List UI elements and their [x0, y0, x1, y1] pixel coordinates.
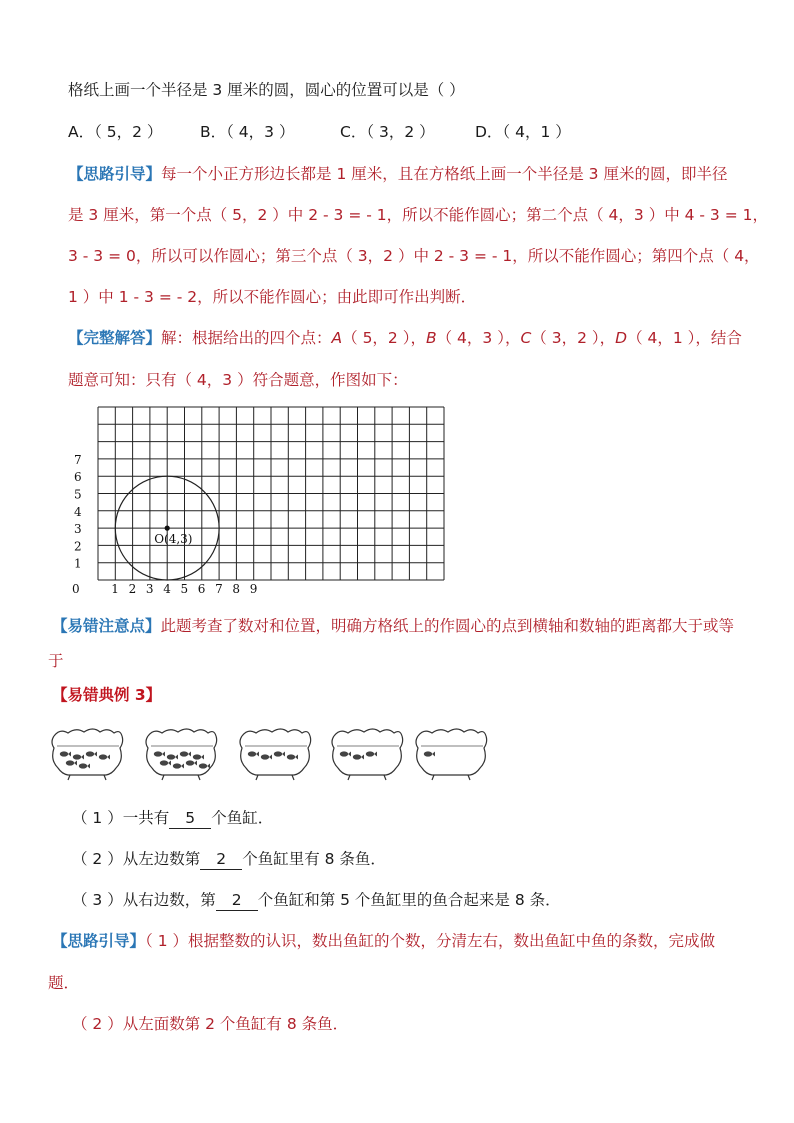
- fish-icon: [287, 754, 298, 759]
- fish-icon: [193, 754, 204, 759]
- note-line-1: 【易错注意点】此题考查了数对和位置，明确方格纸上的作圆心的点到横轴和数轴的距离都大于或等: [52, 617, 735, 635]
- fish-icon: [261, 754, 272, 759]
- fish-icon: [274, 751, 285, 756]
- y-tick-label: 5: [74, 487, 82, 502]
- note-line-2: 于: [48, 652, 64, 670]
- fish-icon: [199, 763, 210, 768]
- fish-tank: [236, 722, 314, 784]
- question-stem: 格纸上画一个半径是 3 厘米的圆，圆心的位置可以是（ ）: [68, 81, 465, 99]
- option-b: B．（ 4，3 ）: [200, 123, 295, 141]
- fish-icon: [248, 751, 259, 756]
- option-c: C．（ 3，2 ）: [340, 123, 435, 141]
- y-tick-label: 2: [74, 539, 82, 554]
- fish-icon: [160, 760, 171, 765]
- fish-icon: [79, 763, 90, 768]
- example-q2: （ 2 ）从左边数第 2 个鱼缸里有 8 条鱼．: [72, 850, 386, 868]
- x-tick-label: 5: [180, 582, 189, 596]
- y-tick-label: 6: [74, 470, 82, 485]
- y-tick-label: 3: [74, 522, 82, 537]
- hint2-line-3: （ 2 ）从左面数第 2 个鱼缸有 8 条鱼．: [72, 1015, 349, 1033]
- x-tick-label: 1: [111, 582, 119, 596]
- fish-icon: [66, 760, 77, 765]
- hint2-tag: 【思路引导】: [52, 932, 146, 950]
- fish-icon: [180, 751, 191, 756]
- hint2-line-2: 题．: [48, 974, 80, 992]
- hint-line-2: 是 3 厘米，第一个点（ 5，2 ）中 2 - 3 = - 1，所以不能作圆心；第二个点（ 4，3 ）中 4 - 3 = 1，: [68, 206, 768, 224]
- y-tick-label: 4: [74, 504, 82, 519]
- center-point: [165, 526, 170, 531]
- fish-tank: [48, 722, 126, 784]
- hint-line-3: 3 - 3 = 0，所以可以作圆心；第三个点（ 3，2 ）中 2 - 3 = - 1，所以不能作圆心；第四个点（ 4，: [68, 247, 760, 265]
- fish-icon: [60, 751, 71, 756]
- y-tick-label: 7: [74, 452, 82, 467]
- fish-icon: [424, 751, 435, 756]
- fish-icon: [99, 754, 110, 759]
- fish-icon: [186, 760, 197, 765]
- option-d: D．（ 4，1 ）: [475, 123, 571, 141]
- coordinate-grid-figure: [56, 398, 446, 603]
- example-q1: （ 1 ）一共有 5 个鱼缸．: [72, 809, 274, 827]
- hint-tag: 【思路引导】: [68, 165, 162, 183]
- fish-icon: [154, 751, 165, 756]
- answer-line-1: 【完整解答】解：根据给出的四个点：A（ 5，2 ），B（ 4，3 ），C（ 3，2 ），D（ 4，1 ），结合: [68, 329, 742, 347]
- origin-label: 0: [72, 582, 80, 596]
- hint2-line-1: 【思路引导】（ 1 ）根据整数的认识，数出鱼缸的个数，分清左右，数出鱼缸中鱼的条数，完成做: [52, 932, 715, 950]
- fish-icon: [86, 751, 97, 756]
- note-tag: 【易错注意点】: [52, 617, 161, 635]
- y-tick-label: 1: [74, 556, 82, 571]
- x-tick-label: 2: [128, 582, 137, 596]
- option-a: A．（ 5，2 ）: [68, 123, 163, 141]
- hint-line-1: 【思路引导】每一个小正方形边长都是 1 厘米，且在方格纸上画一个半径是 3 厘米的圆，即半径: [68, 165, 728, 183]
- x-tick-label: 3: [145, 582, 154, 596]
- coordinate-grid: [56, 398, 446, 603]
- x-tick-label: 9: [249, 582, 258, 596]
- answer-blank-2: 2: [200, 849, 242, 870]
- example-title: 【易错典例 3】: [52, 686, 162, 704]
- fish-tank: [142, 722, 220, 784]
- fish-tank: [412, 722, 490, 784]
- x-tick-label: 6: [197, 582, 206, 596]
- x-tick-label: 8: [232, 582, 241, 596]
- x-tick-label: 7: [215, 582, 223, 596]
- answer-blank-1: 5: [169, 808, 211, 829]
- answer-blank-3: 2: [216, 890, 258, 911]
- fish-icon: [73, 754, 84, 759]
- fish-icon: [173, 763, 184, 768]
- fish-tank: [328, 722, 406, 784]
- x-tick-label: 4: [163, 582, 171, 596]
- example-q3: （ 3 ）从右边数，第 2 个鱼缸和第 5 个鱼缸里的鱼合起来是 8 条．: [72, 891, 561, 909]
- hint-line-4: 1 ）中 1 - 3 = - 2，所以不能作圆心；由此即可作出判断．: [68, 288, 477, 306]
- fish-icon: [167, 754, 178, 759]
- fish-icon: [353, 754, 364, 759]
- answer-line-2: 题意可知：只有（ 4，3 ）符合题意，作图如下：: [68, 371, 408, 389]
- fish-icon: [340, 751, 351, 756]
- answer-tag: 【完整解答】: [68, 329, 162, 347]
- fish-icon: [366, 751, 377, 756]
- center-label: O(4,3): [154, 532, 193, 547]
